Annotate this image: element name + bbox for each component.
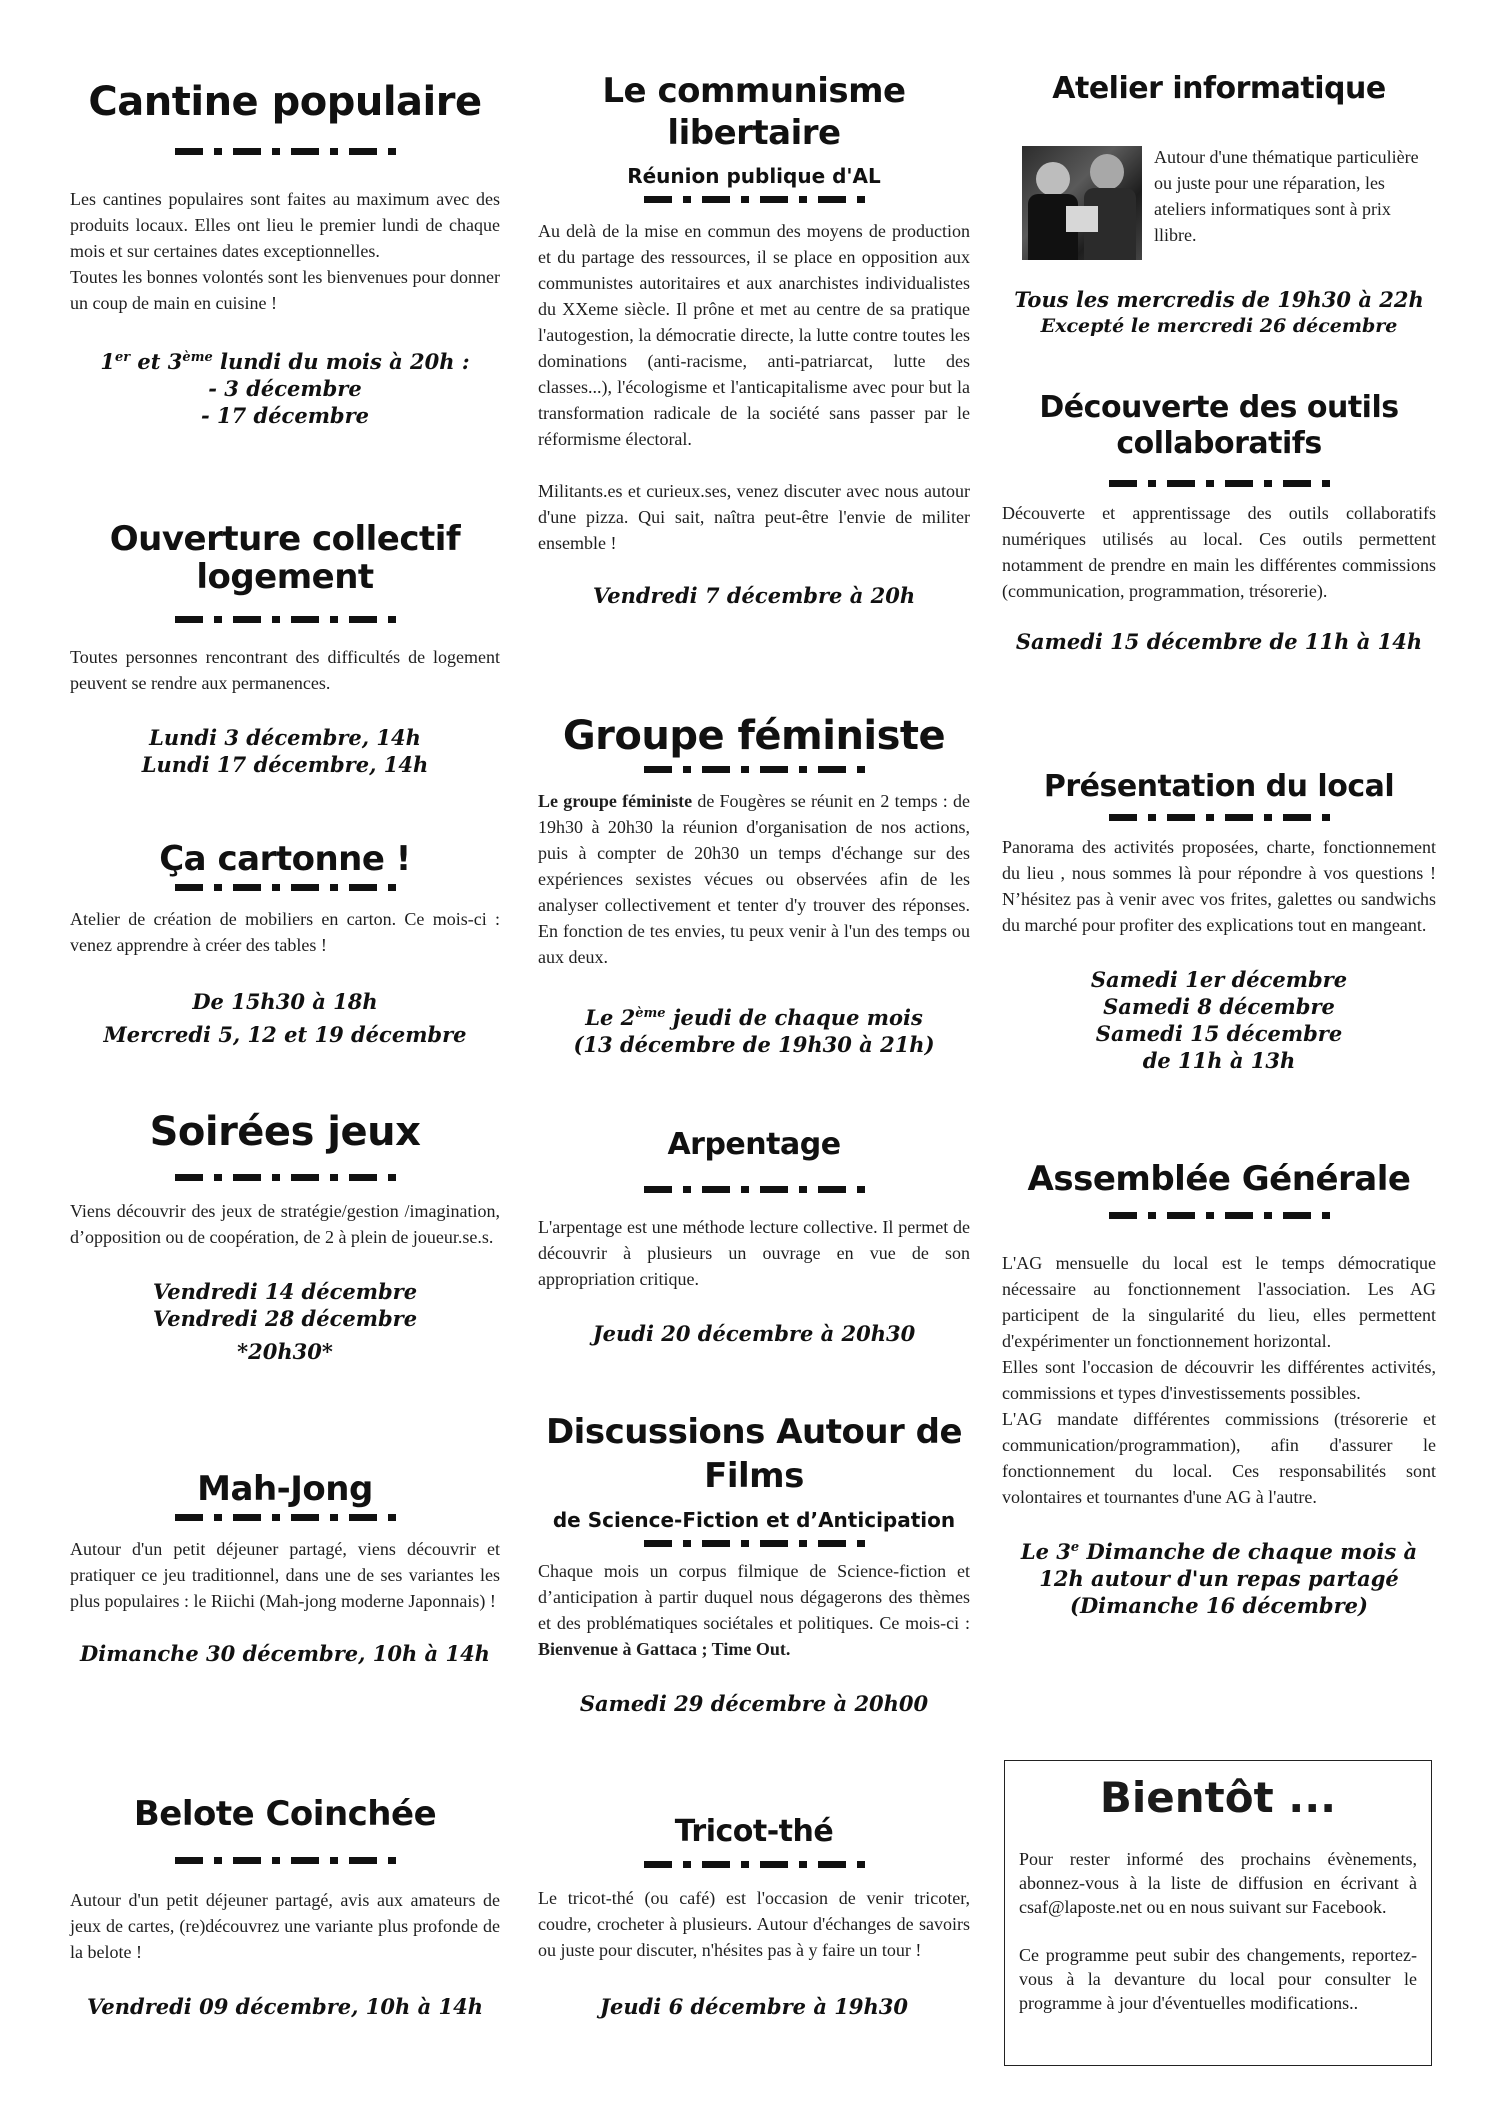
- when-line: De 15h30 à 18h: [192, 989, 378, 1014]
- section-body: Autour d'une thématique particulière ou juste pour une réparation, les ateliers informatiques sont à prix llibre.: [1154, 147, 1419, 245]
- dash-divider: [1002, 478, 1436, 488]
- body-paragraph: Militants.es et curieux.ses, venez discuter avec nous autour d'une pizza. Qui sait, naîtra peut-être l'envie de militer ensemble !: [538, 481, 970, 553]
- when-line: Samedi 15 décembre: [1095, 1021, 1343, 1046]
- body-paragraph: Au delà de la mise en commun des moyens de production et du partage des ressources, il se place en opposition aux communistes autoritaires et aux anarchistes individualistes du XXeme siècle. Il prône et met au centre de sa pratique l'autogestion, la démocratie directe, la lutte contre toutes les dominations (anti-racisme, anti-patriarcat, lutte des classes...), l'écologisme et l'anticapitalisme avec pour but la transformation radicale de la société sans passer par le réformisme électoral.: [538, 221, 970, 449]
- body-paragraph: L'AG mensuelle du local est le temps démocratique nécessaire au fonctionnement l'association. Les AG participent de la singularité du lieu, elles permettent d'expérimenter un fonctionnement horizontal.: [1002, 1253, 1436, 1351]
- section-body: [70, 186, 500, 316]
- section-body: [538, 218, 970, 556]
- section-title: Cantine populaire: [88, 79, 482, 125]
- section-body: Panorama des activités proposées, charte, fonctionnement du lieu , nous sommes là pour répondre à vos questions ! N’hésitez pas à venir avec vos frites, galettes ou sandwichs du marché pour profiter des explications tout en mangeant.: [1002, 837, 1436, 935]
- section-body: Toutes personnes rencontrant des difficultés de logement peuvent se rendre aux permanences.: [70, 647, 500, 693]
- when-line: Vendredi 7 décembre à 20h: [592, 583, 916, 608]
- dash-divider: [1002, 812, 1436, 822]
- when-line: Samedi 1er décembre: [1090, 967, 1348, 992]
- section-title: Tricot-thé: [674, 1814, 834, 1849]
- when-line: *20h30*: [237, 1339, 333, 1364]
- section-title: Assemblée Générale: [1027, 1159, 1411, 1199]
- section-when: [70, 1640, 500, 1667]
- section-ag: [1002, 1160, 1436, 1619]
- when-line: Samedi 15 décembre de 11h à 14h: [1015, 629, 1423, 654]
- section-local: [1002, 770, 1436, 1074]
- coming-soon-box: [1004, 1760, 1432, 2066]
- section-informatique: [1002, 72, 1436, 340]
- when-line: Tous les mercredis de 19h30 à 22h: [1014, 287, 1424, 312]
- section-title: Belote Coinchée: [133, 1794, 437, 1834]
- section-arpentage: [538, 1128, 970, 1347]
- section-logement: [70, 520, 500, 778]
- dash-divider: [70, 1855, 500, 1865]
- dash-divider: [70, 882, 500, 892]
- dash-divider: [70, 146, 500, 156]
- when-line: de 11h à 13h: [1142, 1048, 1296, 1073]
- when-line: Lundi 3 décembre, 14h: [149, 725, 421, 750]
- when-line: - 3 décembre: [208, 376, 362, 401]
- body-paragraph: Pour rester informé des prochains évènements, abonnez-vous à la liste de diffusion en écrivant à csaf@laposte.net ou en nous suivant sur Facebook.: [1019, 1849, 1417, 1917]
- dash-divider: [538, 194, 970, 204]
- when-line: (Dimanche 16 décembre): [1070, 1593, 1368, 1618]
- section-body: Autour d'un petit déjeuner partagé, avis aux amateurs de jeux de cartes, (re)découvrez une variante plus profonde de la belote !: [70, 1890, 500, 1962]
- section-cartonne: [70, 840, 500, 1048]
- section-belote: [70, 1795, 500, 2020]
- section-jeux: [70, 1110, 500, 1365]
- body-paragraph: Elles sont l'occasion de découvrir les différentes activités, commissions et types d'investissements possibles.: [1002, 1357, 1436, 1403]
- section-when: [1002, 1534, 1436, 1619]
- section-subtitle: Réunion publique d'AL: [627, 164, 881, 188]
- box-body: [1019, 1847, 1417, 2039]
- when-line: Vendredi 28 décembre: [152, 1306, 418, 1331]
- when-line: Le 2ème jeudi de chaque mois: [585, 1005, 923, 1030]
- section-body: Le tricot-thé (ou café) est l'occasion de venir tricoter, coudre, crocheter à plusieurs. Autour d'échanges de savoirs ou juste pour discuter, n'hésites pas à y faire un tour !: [538, 1888, 970, 1960]
- section-when: [1002, 286, 1436, 340]
- section-when: [1002, 966, 1436, 1074]
- dash-divider: [70, 1172, 500, 1182]
- dash-divider: [70, 1512, 500, 1522]
- body-paragraph: L'AG mandate différentes commissions (trésorerie et communication/programmation), afin d'assurer le fonctionnement du local. Ces responsabilités sont volontaires et tournantes d'une AG à l'autre.: [1002, 1409, 1436, 1507]
- body-paragraph: Les cantines populaires sont faites au maximum avec des produits locaux. Elles ont lieu le premier lundi de chaque mois et sur certaines dates exceptionnelles.: [70, 189, 500, 261]
- when-line: Samedi 29 décembre à 20h00: [579, 1691, 929, 1716]
- dash-divider: [538, 1538, 970, 1548]
- when-line: - 17 décembre: [200, 403, 370, 428]
- dash-divider: [538, 764, 970, 774]
- section-when: [538, 582, 970, 609]
- dash-divider: [538, 1859, 970, 1869]
- section-tricot: [538, 1815, 970, 2020]
- section-title: Le communisme libertaire: [602, 71, 906, 153]
- section-when: [1002, 628, 1436, 655]
- section-title: Arpentage: [667, 1127, 841, 1162]
- section-films: [538, 1410, 970, 1717]
- when-line: Vendredi 09 décembre, 10h à 14h: [87, 1994, 483, 2019]
- section-body: L'arpentage est une méthode lecture collective. Il permet de découvrir à plusieurs un ouvrage en vue de son appropriation critique.: [538, 1217, 970, 1289]
- when-line: Vendredi 14 décembre: [152, 1279, 418, 1304]
- section-title: Groupe féministe: [562, 713, 946, 759]
- section-body: Chaque mois un corpus filmique de Science-fiction et d’anticipation à partir duquel nous dégagerons des thèmes et des problématiques sociétales et politiques. Ce mois-ci : Bienvenue à Gattaca ; Time Out.: [538, 1561, 970, 1659]
- section-body: Autour d'un petit déjeuner partagé, viens découvrir et pratiquer ce jeu traditionnel, dans une de ses variantes les plus populaires : le Riichi (Mah-jong moderne Japonnais) !: [70, 1539, 500, 1611]
- section-feministe: [538, 714, 970, 1058]
- dash-divider: [538, 1184, 970, 1194]
- section-when: [70, 344, 500, 429]
- section-when: [70, 1278, 500, 1365]
- when-line: Jeudi 6 décembre à 19h30: [600, 1994, 908, 2019]
- section-title: Soirées jeux: [149, 1109, 421, 1155]
- box-title: Bientôt ...: [1099, 1773, 1337, 1822]
- section-title: Ouverture collectif logement: [109, 519, 461, 597]
- section-body: Découverte et apprentissage des outils collaboratifs numériques utilisés au local. Ces outils permettent notamment de prendre en main les différentes commissions (communication, programmation, trésorerie).: [1002, 503, 1436, 601]
- section-outils: [1002, 390, 1436, 655]
- section-subtitle: de Science-Fiction et d’Anticipation: [552, 1508, 956, 1532]
- section-when: [70, 724, 500, 778]
- when-line: Le 3e Dimanche de chaque mois à: [1020, 1539, 1418, 1564]
- section-body: Atelier de création de mobiliers en carton. Ce mois-ci : venez apprendre à créer des tables !: [70, 909, 500, 955]
- section-body: Le groupe féministe de Fougères se réunit en 2 temps : de 19h30 à 20h30 la réunion d'organisation de nos actions, puis à compter de 20h30 un temps d'échange sur des expériences sexistes vécues ou observées afin de les analyser collectivement et tenter d'y trouver des réponses. En fonction de tes envies, tu peux venir à l'un des temps ou aux deux.: [538, 791, 970, 967]
- when-line: Dimanche 30 décembre, 10h à 14h: [80, 1641, 490, 1666]
- section-cantine: [70, 80, 500, 429]
- when-line: Lundi 17 décembre, 14h: [141, 752, 429, 777]
- section-when: [70, 988, 500, 1048]
- when-line: Excepté le mercredi 26 décembre: [1040, 315, 1398, 337]
- section-when: [538, 1000, 970, 1058]
- section-title: Présentation du local: [1043, 769, 1395, 804]
- section-title: Ça cartonne !: [159, 839, 411, 879]
- when-line: (13 décembre de 19h30 à 21h): [573, 1032, 935, 1057]
- computer-workshop-photo: [1022, 146, 1142, 260]
- section-title: Mah-Jong: [197, 1469, 373, 1509]
- dash-divider: [70, 614, 500, 624]
- when-line: 12h autour d'un repas partagé: [1039, 1566, 1399, 1591]
- section-mahjong: [70, 1470, 500, 1667]
- when-line: 1er et 3ème lundi du mois à 20h :: [100, 349, 470, 374]
- section-body: Viens découvrir des jeux de stratégie/gestion /imagination, d’opposition ou de coopération, de 2 à plein de joueur.se.s.: [70, 1201, 500, 1247]
- body-paragraph: Toutes les bonnes volontés sont les bienvenues pour donner un coup de main en cuisine !: [70, 267, 500, 313]
- section-when: [538, 1993, 970, 2020]
- dash-divider: [1002, 1210, 1436, 1220]
- section-when: [538, 1320, 970, 1347]
- when-line: Jeudi 20 décembre à 20h30: [592, 1321, 916, 1346]
- section-communisme: [538, 70, 970, 609]
- when-line: Samedi 8 décembre: [1103, 994, 1335, 1019]
- section-when: [538, 1690, 970, 1717]
- section-body: [1002, 1250, 1436, 1510]
- section-title: Découverte des outils collaboratifs: [1039, 390, 1399, 461]
- section-when: [70, 1993, 500, 2020]
- body-paragraph: Ce programme peut subir des changements, reportez-vous à la devanture du local pour consulter le programme à jour d'éventuelles modifications..: [1019, 1945, 1417, 2013]
- section-title: Discussions Autour de Films: [545, 1412, 963, 1496]
- when-line: Mercredi 5, 12 et 19 décembre: [103, 1022, 467, 1047]
- section-title: Atelier informatique: [1052, 71, 1386, 106]
